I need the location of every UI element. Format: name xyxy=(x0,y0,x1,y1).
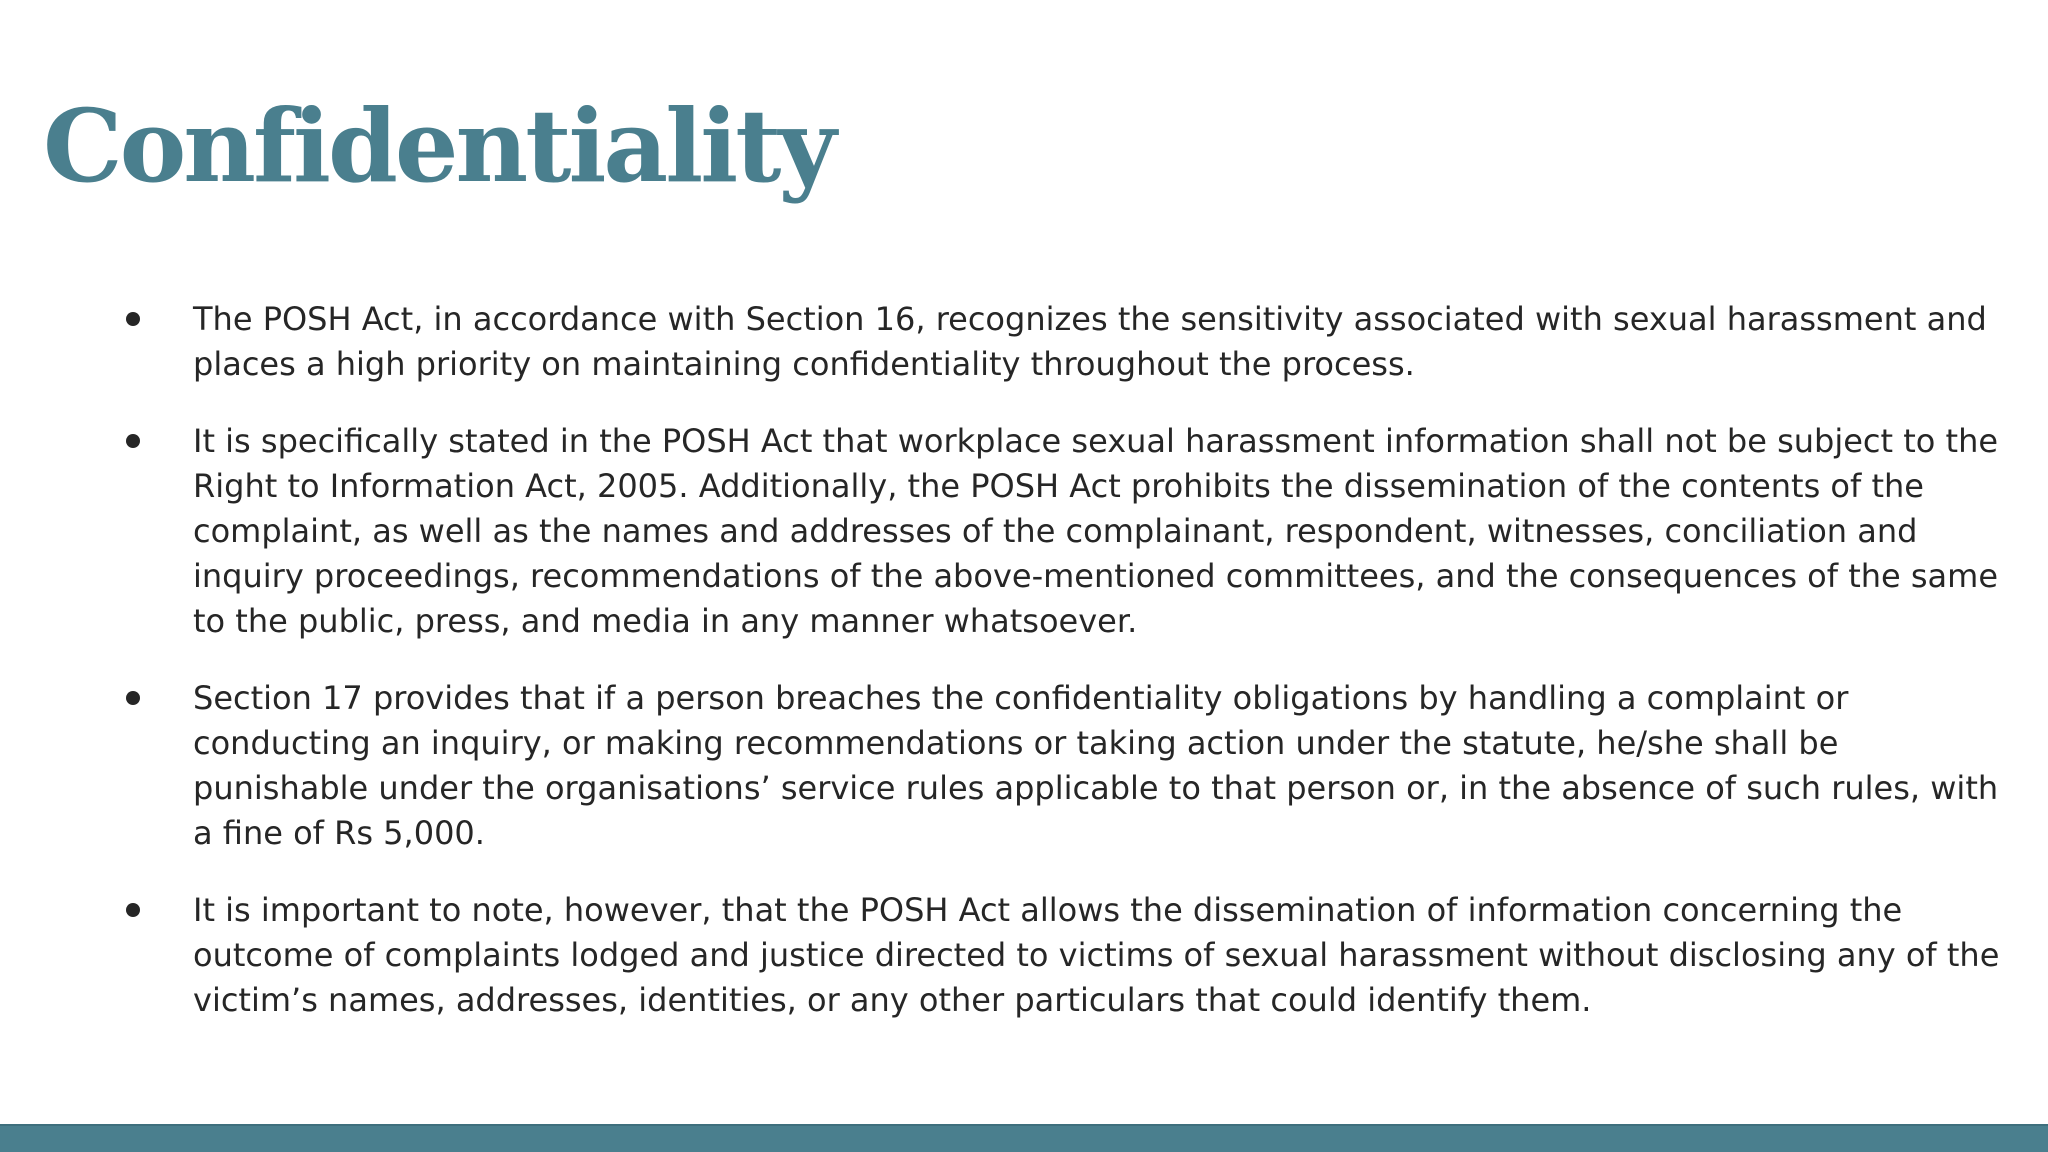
bullet-text: It is important to note, however, that the POSH Act allows the dissemination of information concerning the outcome of complaints lodged and justice directed to victims of sexual harassment without disclosing any of the victim’s names, addresses, identities, or any other particulars that could identify them. xyxy=(193,891,2000,1019)
bullet-item xyxy=(122,419,2022,644)
bullet-dot-icon xyxy=(126,312,140,326)
slide-title: Confidentiality xyxy=(43,87,834,205)
bullet-dot-icon xyxy=(126,691,140,705)
bullet-item xyxy=(122,297,2022,387)
bullet-text: It is specifically stated in the POSH Act that workplace sexual harassment information shall not be subject to the Right to Information Act, 2005. Additionally, the POSH Act prohibits the dissemination of the contents of the complaint, as well as the names and addresses of the complainant, respondent, witnesses, conciliation and inquiry proceedings, recommendations of the above-mentioned committees, and the consequences of the same to the public, press, and media in any manner whatsoever. xyxy=(193,422,1999,640)
bullet-text: Section 17 provides that if a person breaches the confidentiality obligations by handling a complaint or conducting an inquiry, or making recommendations or taking action under the statute, he/she shall be punishable under the organisations’ service rules applicable to that person or, in the absence of such rules, with a fine of Rs 5,000. xyxy=(193,679,1999,852)
footer-accent-bar xyxy=(0,1124,2048,1152)
bullet-list xyxy=(122,297,2022,1055)
bullet-item xyxy=(122,676,2022,856)
bullet-dot-icon xyxy=(126,434,140,448)
bullet-item xyxy=(122,888,2022,1023)
bullet-text: The POSH Act, in accordance with Section 16, recognizes the sensitivity associated with sexual harassment and places a high priority on maintaining confidentiality throughout the process. xyxy=(193,300,1987,383)
bullet-dot-icon xyxy=(126,903,140,917)
